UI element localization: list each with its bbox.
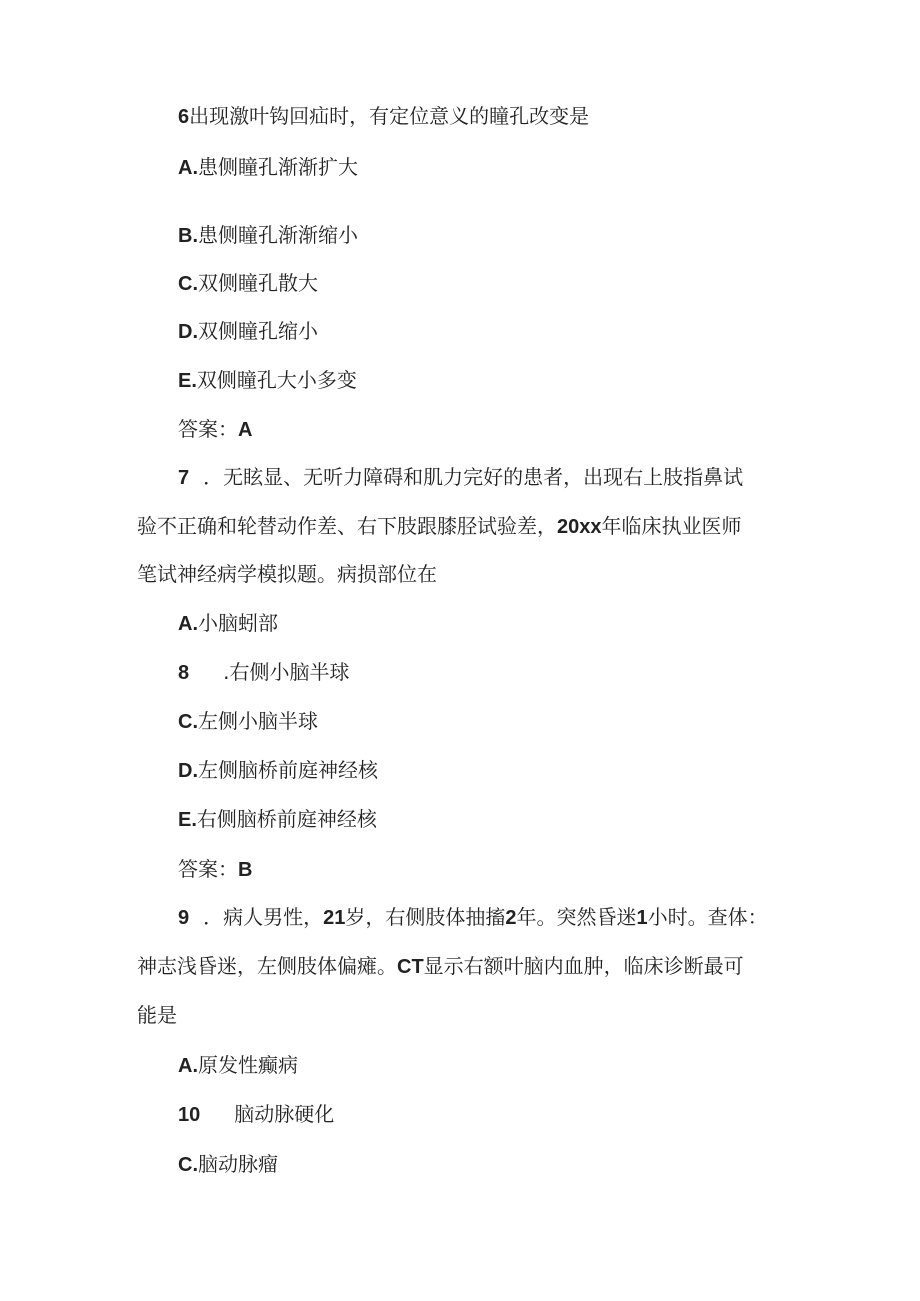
q9-stem-line-2 [137,954,744,979]
option-label: 8 [178,662,190,684]
answer-value: B [238,859,253,881]
q9-stem-text-1c: 年。突然昏迷 [516,905,637,929]
q9-stem-text-1b: 岁，右侧肢体抽搐 [345,905,506,929]
q6-stem [178,104,589,129]
option-label: E. [178,370,197,392]
q7-answer [178,857,252,882]
q7-year: 20xx [557,516,602,538]
option-label: B. [178,225,198,247]
option-text: 小脑蚓部 [198,611,278,635]
option-text: 原发性癫病 [198,1053,298,1077]
q9-ct: CT [397,956,424,978]
option-text: 患侧瞳孔渐渐扩大 [198,155,358,179]
q6-option-a [178,155,358,180]
option-label: A. [178,157,198,179]
q9-option-b [178,1102,334,1127]
option-text: 左侧脑桥前庭神经核 [198,758,378,782]
option-text: 双侧瞳孔大小多变 [196,368,357,392]
option-text: 双侧瞳孔散大 [198,271,318,295]
q7-option-d [178,758,378,783]
q6-option-e [178,368,357,393]
option-label: A. [178,1055,198,1077]
q7-option-c [178,709,318,734]
q9-number: 9 [178,907,190,929]
q6-option-d [178,319,318,344]
option-label: 10 [178,1104,201,1126]
q7-stem-text-2a: 验不正确和轮替动作差、右下肢跟膝胫试验差， [137,514,557,538]
q7-stem-text-2b: 年临床执业医师 [601,514,742,538]
q7-stem-line-1 [178,465,743,490]
q9-stem-text-1a: ．病人男性， [203,905,324,929]
q6-answer [178,417,252,442]
option-label: C. [178,711,198,733]
q7-stem-line-3 [137,562,437,586]
option-text: 右侧脑桥前庭神经核 [196,807,377,831]
q7-stem-text-3: 笔试神经病学模拟题。病损部位在 [137,562,437,586]
q9-stem-text-3: 能是 [137,1003,177,1027]
option-text: 患侧瞳孔渐渐缩小 [198,223,358,247]
q7-option-b [178,660,349,685]
q6-option-c [178,271,318,296]
q9-years: 2 [505,907,517,929]
option-label: C. [178,273,198,295]
option-text: 双侧瞳孔缩小 [198,319,318,343]
q9-stem-line-3 [137,1003,177,1027]
option-label: C. [178,1154,198,1176]
answer-value: A [238,419,253,441]
answer-label: 答案： [178,417,238,441]
option-label: E. [178,809,197,831]
q9-stem-line-1 [178,905,768,930]
option-text: .右侧小脑半球 [223,660,350,684]
q7-option-a [178,611,278,636]
q6-option-b [178,223,358,248]
q6-stem-text: 出现激叶钩回疝时，有定位意义的瞳孔改变是 [189,104,590,128]
q9-stem-text-1d: 小时。查体： [647,905,768,929]
q6-number: 6 [178,106,190,128]
q9-hours: 1 [636,907,648,929]
q9-option-c [178,1152,278,1177]
option-label: A. [178,613,198,635]
q9-age: 21 [323,907,346,929]
q7-stem-text-1: ．无眩显、无听力障碍和肌力完好的患者，出现右上肢指鼻试 [203,465,744,489]
option-label: D. [178,321,198,343]
q7-option-e [178,807,377,832]
option-label: D. [178,760,198,782]
q9-stem-text-2b: 显示右额叶脑内血肿，临床诊断最可 [423,954,744,978]
q7-stem-line-2 [137,514,742,539]
option-text: 脑动脉硬化 [234,1102,335,1126]
answer-label: 答案： [178,857,238,881]
q7-number: 7 [178,467,190,489]
option-text: 脑动脉瘤 [198,1152,278,1176]
q9-stem-text-2a: 神志浅昏迷，左侧肢体偏瘫。 [137,954,397,978]
option-text: 左侧小脑半球 [198,709,318,733]
q9-option-a [178,1053,298,1078]
